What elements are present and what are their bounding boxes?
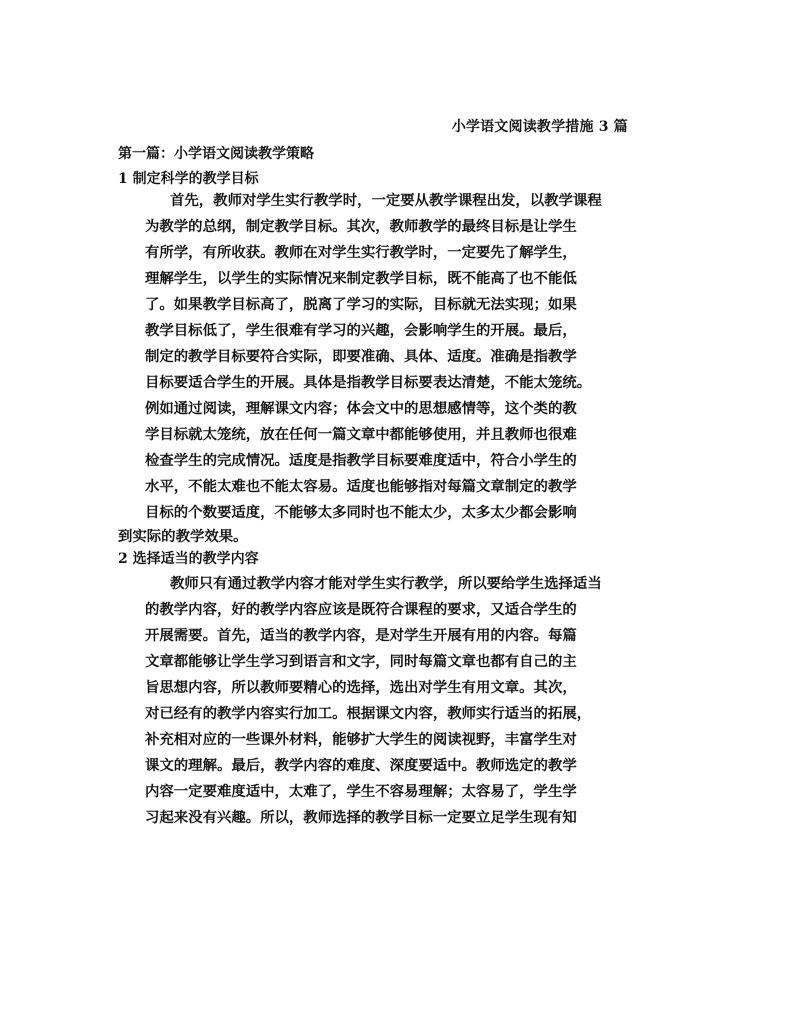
paragraph-line: 课文的理解。最后，教学内容的难度、深度要适中。教师选定的教学 — [145, 757, 577, 774]
paragraph-line: 首先，教师对学生实行教学时，一定要从教学课程出发，以教学课程 — [170, 192, 602, 209]
paragraph-line: 的教学内容，好的教学内容应该是既符合课程的要求，又适合学生的 — [145, 601, 577, 618]
section-heading: 1 制定科学的教学目标 — [118, 171, 259, 187]
paragraph-line: 学目标就太笼统，放在任何一篇文章中都能够使用，并且教师也很难 — [145, 426, 577, 443]
paragraph-line: 理解学生，以学生的实际情况来制定教学目标，既不能高了也不能低 — [145, 270, 577, 287]
paragraph-line: 了。如果教学目标高了，脱离了学习的实际，目标就无法实现；如果 — [145, 296, 577, 313]
paragraph-line: 例如通过阅读，理解课文内容；体会文中的思想感情等，这个类的教 — [145, 400, 577, 417]
paragraph-line: 检查学生的完成情况。适度是指教学目标要难度适中，符合小学生的 — [145, 452, 577, 469]
paragraph-line: 内容一定要难度适中，太难了，学生不容易理解；太容易了，学生学 — [145, 783, 577, 800]
paragraph-line: 制定的教学目标要符合实际，即要准确、具体、适度。准确是指教学 — [145, 348, 577, 365]
paragraph-line: 文章都能够让学生学习到语言和文字，同时每篇文章也都有自己的主 — [145, 653, 577, 670]
section-heading: 2 选择适当的教学内容 — [118, 551, 259, 567]
chapter-title: 第一篇：小学语文阅读教学策略 — [118, 146, 314, 162]
paragraph-line: 目标的个数要适度，不能够太多同时也不能太少，太多太少都会影响 — [145, 504, 577, 521]
paragraph-line: 为教学的总纲，制定教学目标。其次，教师教学的最终目标是让学生 — [145, 218, 577, 235]
paragraph-line: 习起来没有兴趣。所以，教师选择的教学目标一定要立足学生现有知 — [145, 809, 577, 826]
paragraph-line: 有所学，有所收获。教师在对学生实行教学时，一定要先了解学生， — [145, 244, 577, 261]
paragraph-line: 开展需要。首先，适当的教学内容，是对学生开展有用的内容。每篇 — [145, 627, 577, 644]
paragraph-line: 到实际的教学效果。 — [118, 528, 248, 545]
paragraph-line: 旨思想内容，所以教师要精心的选择，选出对学生有用文章。其次， — [145, 679, 577, 696]
paragraph-line: 水平，不能太难也不能太容易。适度也能够指对每篇文章制定的教学 — [145, 478, 577, 495]
document-title: 小学语文阅读教学措施 3 篇 — [451, 119, 628, 135]
paragraph-line: 对已经有的教学内容实行加工。根据课文内容，教师实行适当的拓展， — [145, 705, 592, 722]
paragraph-line: 目标要适合学生的开展。具体是指教学目标要表达清楚，不能太笼统。 — [145, 374, 592, 391]
paragraph-line: 教学目标低了，学生很难有学习的兴趣，会影响学生的开展。最后， — [145, 322, 577, 339]
paragraph-line: 教师只有通过教学内容才能对学生实行教学，所以要给学生选择适当 — [170, 575, 602, 592]
paragraph-line: 补充相对应的一些课外材料，能够扩大学生的阅读视野，丰富学生对 — [145, 731, 577, 748]
